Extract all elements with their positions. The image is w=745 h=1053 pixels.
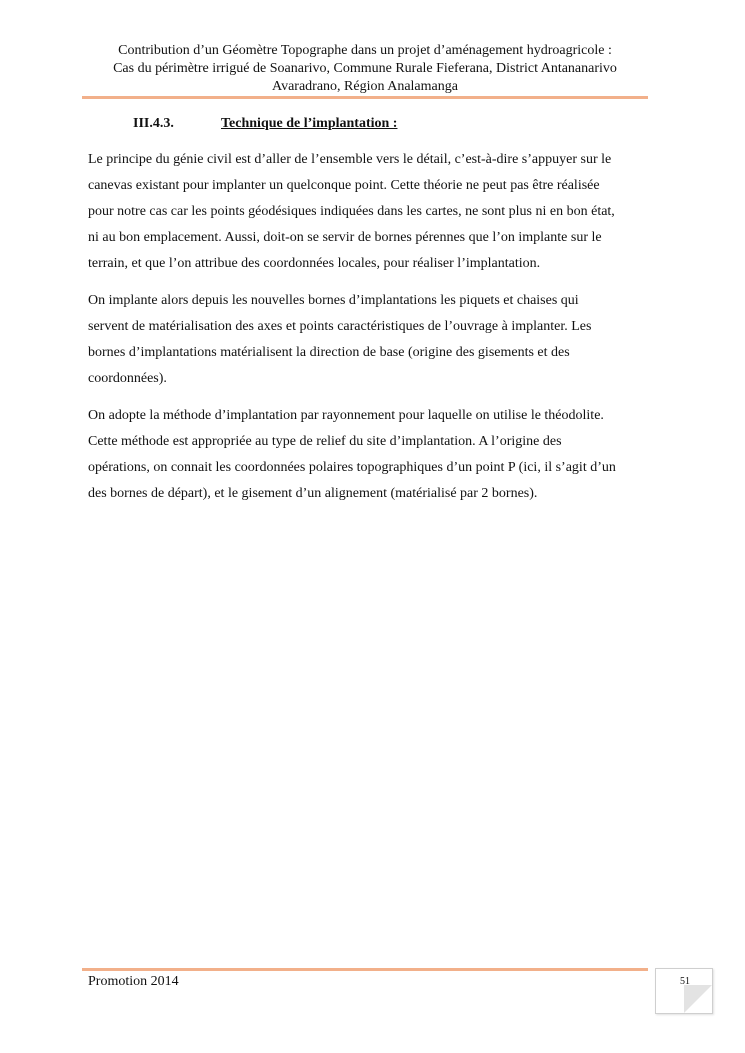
- text-line: canevas existant pour implanter un quelconque point. Cette théorie ne peut pas être réalisée: [88, 178, 600, 193]
- section-title: Technique de l’implantation :: [221, 116, 398, 131]
- page-header: [80, 42, 650, 96]
- header-line: Contribution d’un Géomètre Topographe dans un projet d’aménagement hydroagricole :: [118, 43, 612, 58]
- text-line: servent de matérialisation des axes et points caractéristiques de l’ouvrage à implanter. Les: [88, 319, 592, 334]
- page-curl-icon: [684, 985, 712, 1013]
- page-number: 51: [680, 976, 690, 987]
- text-line: des bornes de départ), et le gisement d’un alignement (matérialisé par 2 bornes).: [88, 486, 538, 501]
- header-line: Cas du périmètre irrigué de Soanarivo, Commune Rurale Fieferana, District Antananarivo: [113, 61, 617, 76]
- section-number: III.4.3.: [133, 116, 174, 131]
- text-line: pour notre cas car les points géodésiques indiquées dans les cartes, ne sont plus ni en bon état,: [88, 204, 615, 219]
- paragraph: [88, 288, 660, 392]
- header-line: Avaradrano, Région Analamanga: [272, 79, 458, 94]
- text-line: On implante alors depuis les nouvelles bornes d’implantations les piquets et chaises qui: [88, 293, 579, 308]
- text-line: opérations, on connait les coordonnées polaires topographiques d’un point P (ici, il s’agit d’un: [88, 460, 616, 475]
- text-line: Le principe du génie civil est d’aller de l’ensemble vers le détail, c’est-à-dire s’appuyer sur le: [88, 152, 612, 167]
- header-divider: [82, 96, 648, 99]
- body-text: [88, 147, 660, 518]
- paragraph: [88, 147, 660, 277]
- text-line: terrain, et que l’on attribue des coordonnées locales, pour réaliser l’implantation.: [88, 256, 541, 271]
- section-heading: [0, 116, 745, 136]
- text-line: ni au bon emplacement. Aussi, doit-on se servir de bornes pérennes que l’on implante sur le: [88, 230, 602, 245]
- footer-divider: [82, 968, 648, 971]
- text-line: bornes d’implantations matérialisent la direction de base (origine des gisements et des: [88, 345, 570, 360]
- text-line: coordonnées).: [88, 371, 167, 386]
- text-line: On adopte la méthode d’implantation par rayonnement pour laquelle on utilise le théodolite.: [88, 408, 604, 423]
- page-number-box: [655, 968, 713, 1014]
- paragraph: [88, 403, 660, 507]
- footer-promotion: Promotion 2014: [88, 974, 179, 989]
- text-line: Cette méthode est appropriée au type de relief du site d’implantation. A l’origine des: [88, 434, 562, 449]
